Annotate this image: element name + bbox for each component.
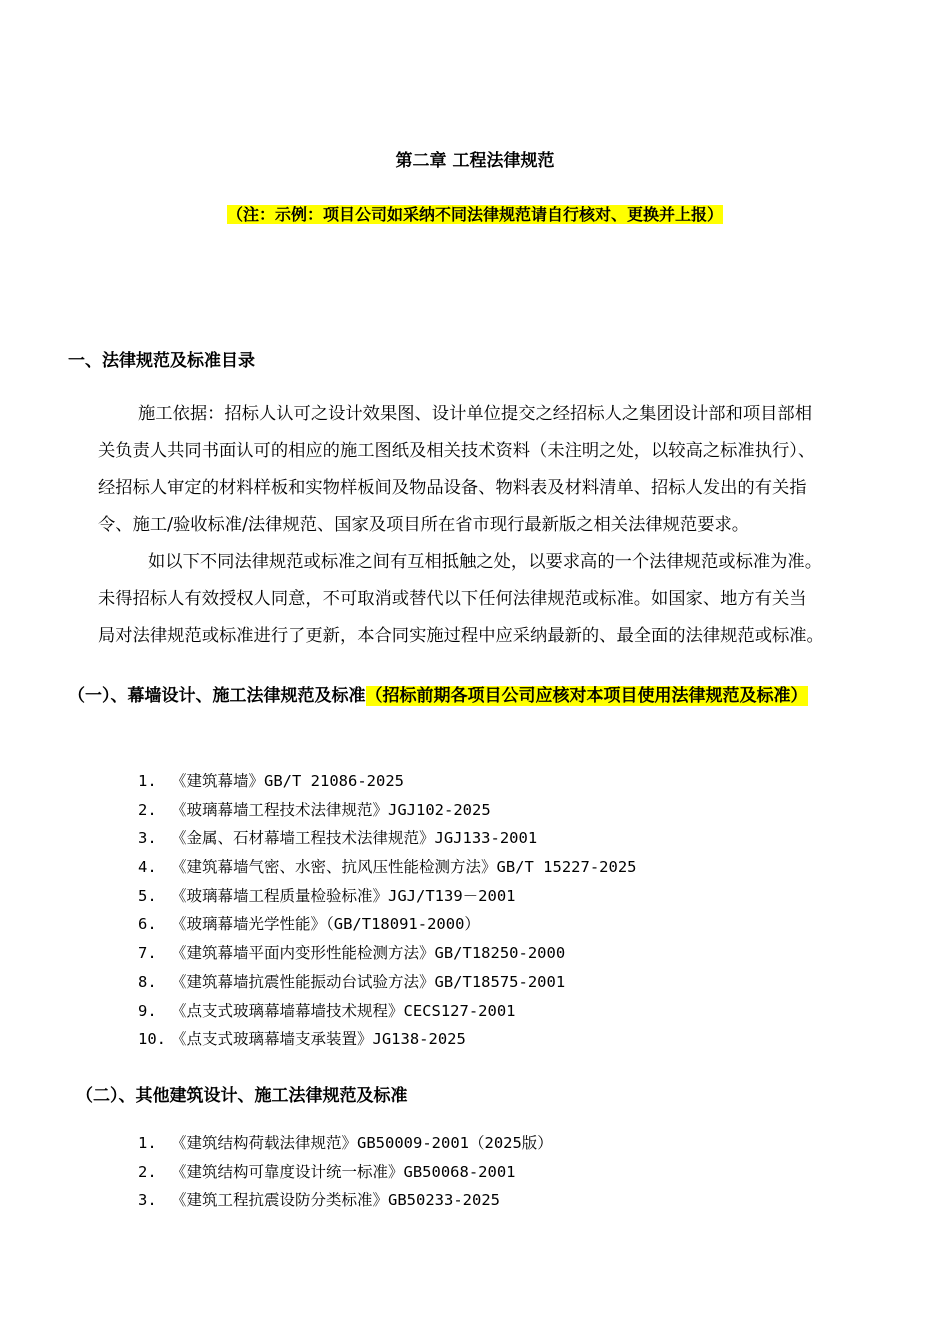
list-item-text: 《建筑幕墙气密、水密、抗风压性能检测方法》GB/T 15227-2025 [171,858,637,877]
subsection1-note-highlight: （招标前期各项目公司应核对本项目使用法律规范及标准） [365,686,808,706]
list-item [138,767,636,796]
paragraph-line: 经招标人审定的材料样板和实物样板间及物品设备、物料表及材料清单、招标人发出的有关指 [98,478,807,498]
list-item-text: 《玻璃幕墙工程技术法律规范》JGJ102-2025 [171,800,491,819]
list-item [138,939,636,968]
list-item-number: 10. [138,1030,166,1049]
list-item-text: 《建筑结构荷载法律规范》GB50009-2001（2025版） [171,1134,553,1152]
chapter-title: 第二章 工程法律规范 [395,151,555,171]
list-item-text: 《建筑幕墙》GB/T 21086-2025 [171,772,404,790]
list-item-number: 3. [138,1191,157,1210]
list-item [138,1158,553,1187]
list-item-number: 3. [138,829,157,848]
list-item-text: 《建筑工程抗震设防分类标准》GB50233-2025 [171,1191,500,1210]
list-item-text: 《建筑幕墙平面内变形性能检测方法》GB/T18250-2000 [171,944,566,963]
list-item-text: 《建筑幕墙抗震性能振动台试验方法》GB/T18575-2001 [171,972,566,991]
paragraph-line: 关负责人共同书面认可的相应的施工图纸及相关技术资料（未注明之处，以较高之标准执行）、 [98,441,816,461]
subsection1-heading [68,679,898,713]
list-item [138,1186,553,1215]
paragraph-line: 局对法律规范或标准进行了更新，本合同实施过程中应采纳最新的、最全面的法律规范或标准。 [98,626,824,646]
list-item-number: 4. [138,858,157,877]
list-item-number: 6. [138,915,157,934]
list-item-number: 1. [138,1134,157,1152]
subsection1-title: （一）、幕墙设计、施工法律规范及标准 [68,686,366,706]
list-item [138,1129,553,1158]
list-item [138,1025,636,1054]
list-item-number: 2. [138,800,157,819]
section1-heading: 一、法律规范及标准目录 [68,351,255,371]
list-item-text: 《点支式玻璃幕墙幕墙技术规程》CECS127-2001 [171,1001,516,1020]
list-item [138,882,636,911]
paragraph-line: 施工依据：招标人认可之设计效果图、设计单位提交之经招标人之集团设计部和项目部相 [138,404,812,424]
paragraph-conflict-rule [98,544,824,655]
list-item [138,997,636,1026]
list-item-number: 2. [138,1162,157,1181]
list-item [138,968,636,997]
subsection2-heading: （二）、其他建筑设计、施工法律规范及标准 [76,1086,408,1106]
list-item-text: 《玻璃幕墙工程质量检验标准》JGJ/T139－2001 [171,886,516,905]
list-item-text: 《建筑结构可靠度设计统一标准》GB50068-2001 [171,1162,516,1181]
list-item-number: 1. [138,772,157,790]
paragraph-line: 令、施工/验收标准/法律规范、国家及项目所在省市现行最新版之相关法律规范要求。 [98,515,750,535]
list-item-text: 《玻璃幕墙光学性能》（GB/T18091-2000） [171,915,480,934]
list-item [138,824,636,853]
list-item [138,910,636,939]
curtain-wall-standards-list [138,767,636,1054]
list-item-text: 《金属、石材幕墙工程技术法律规范》JGJ133-2001 [171,829,538,848]
list-item [138,796,636,825]
note-highlight: （注：示例：项目公司如采纳不同法律规范请自行核对、更换并上报） [226,205,723,224]
other-standards-list [138,1129,553,1215]
paragraph-line: 未得招标人有效授权人同意，不可取消或替代以下任何法律规范或标准。如国家、地方有关当 [98,589,807,609]
paragraph-line: 如以下不同法律规范或标准之间有互相抵触之处，以要求高的一个法律规范或标准为准。 [148,552,822,572]
list-item-text: 《点支式玻璃幕墙支承装置》JG138-2025 [171,1030,466,1049]
list-item [138,853,636,882]
list-item-number: 8. [138,972,157,991]
paragraph-construction-basis [98,396,815,544]
list-item-number: 7. [138,944,157,963]
list-item-number: 9. [138,1001,157,1020]
note [0,202,950,225]
list-item-number: 5. [138,886,157,905]
